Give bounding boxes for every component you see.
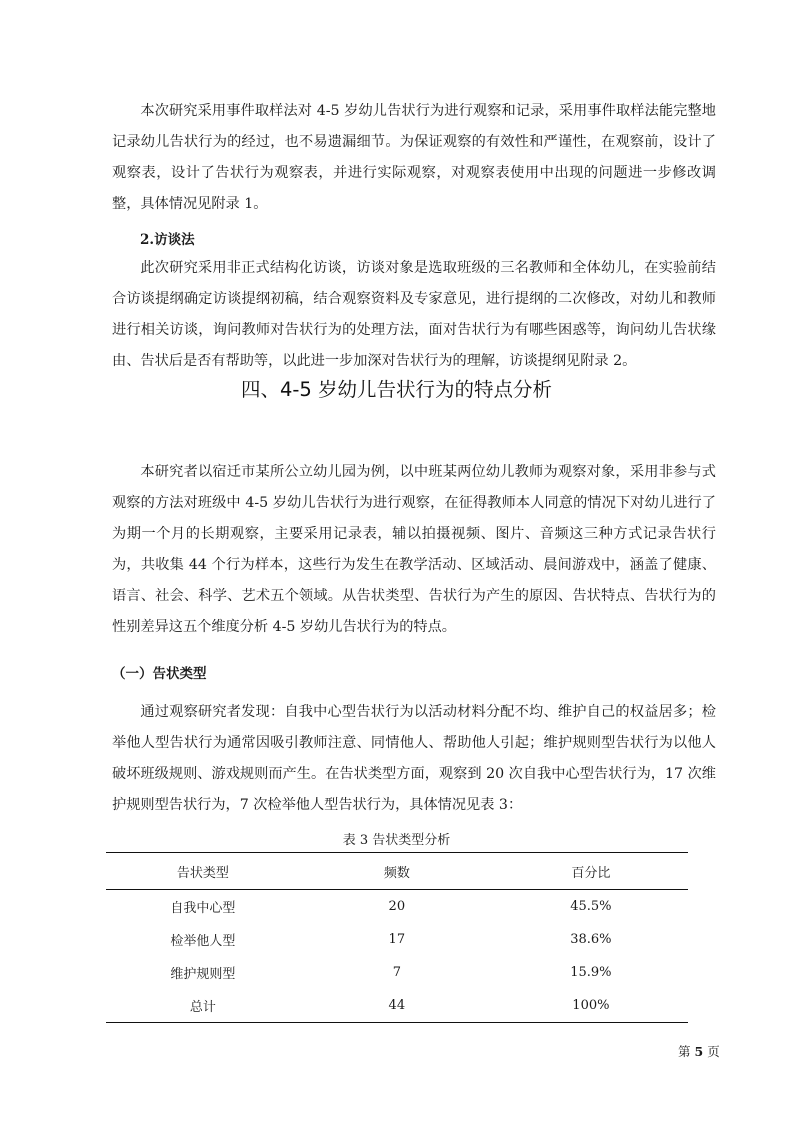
table-caption: 表 3 告状类型分析 <box>342 833 451 848</box>
table-cell: 100% <box>494 989 688 1023</box>
table-header-frequency: 频数 <box>300 853 494 890</box>
table-header-type: 告状类型 <box>106 853 300 890</box>
table-row <box>106 923 688 956</box>
section-paragraph: 通过观察研究者发现：自我中心型告状行为以活动材料分配不均、维护自己的权益居多；检举他人型告状行为通常因吸引教师注意、同情他人、帮助他人引起；维护规则型告状行为以他人破坏班级规则、游戏规则而产生。在告状类型方面，观察到 20 次自我中心型告状行为，17 次维护规则型告状行为，7 次检举他人型告状行为，具体情况见表 3： <box>112 704 716 813</box>
section-title: （一）告状类型 <box>112 666 207 682</box>
page-suffix: 页 <box>707 1044 720 1059</box>
table-cell: 44 <box>300 989 494 1023</box>
table-cell: 15.9% <box>570 965 612 980</box>
table-cell: 总计 <box>106 989 300 1023</box>
table-header-percent: 百分比 <box>494 853 688 890</box>
table-cell: 7 <box>392 965 401 980</box>
table-row <box>106 890 688 924</box>
chapter-title: 四、4-5 岁幼儿告状行为的特点分析 <box>240 378 553 401</box>
chapter-intro-paragraph: 本研究者以宿迁市某所公立幼儿园为例，以中班某两位幼儿教师为观察对象，采用非参与式观察的方法对班级中 4-5 岁幼儿告状行为进行观察，在征得教师本人同意的情况下对幼儿进行了为期一个月的长期观察，主要采用记录表，辅以拍摄视频、图片、音频这三种方式记录告状行为，共收集 44 个行为样本，这些行为发生在教学活动、区域活动、晨间游戏中，涵盖了健康、语言、社会、科学、艺术五个领域。从告状类型、告状行为产生的原因、告状特点、告状行为的性别差异这五个维度分析 4-5 岁幼儿告状行为的特点。 <box>112 464 716 635</box>
table-cell: 38.6% <box>570 932 612 947</box>
complaint-type-table <box>106 852 688 1023</box>
table-cell: 自我中心型 <box>170 901 236 916</box>
interview-subheading: 2.访谈法 <box>140 232 195 248</box>
table-row <box>106 989 688 1023</box>
table-row <box>106 956 688 989</box>
interview-paragraph: 此次研究采用非正式结构化访谈，访谈对象是选取班级的三名教师和全体幼儿，在实验前结合访谈提纲确定访谈提纲初稿，结合观察资料及专家意见，进行提纲的二次修改，对幼儿和教师进行相关访谈，询问教师对告状行为的处理方法，面对告状行为有哪些困惑等，询问幼儿告状缘由、告状后是否有帮助等，以此进一步加深对告状行为的理解，访谈提纲见附录 2。 <box>112 260 716 369</box>
table-header-row <box>106 853 688 890</box>
table-cell: 45.5% <box>570 899 612 914</box>
observation-paragraph: 本次研究采用事件取样法对 4-5 岁幼儿告状行为进行观察和记录，采用事件取样法能完整地记录幼儿告状行为的经过，也不易遗漏细节。为保证观察的有效性和严谨性，在观察前，设计了观察表，设计了告状行为观察表，并进行实际观察，对观察表使用中出现的问题进一步修改调整，具体情况见附录 1。 <box>112 103 716 212</box>
page-footer <box>678 1042 720 1060</box>
table-cell: 维护规则型 <box>170 967 236 982</box>
table-cell: 检举他人型 <box>170 934 236 949</box>
table-cell: 20 <box>388 899 406 914</box>
page-number: 5 <box>694 1044 704 1059</box>
page-prefix: 第 <box>678 1044 691 1059</box>
table-cell: 17 <box>388 932 406 947</box>
